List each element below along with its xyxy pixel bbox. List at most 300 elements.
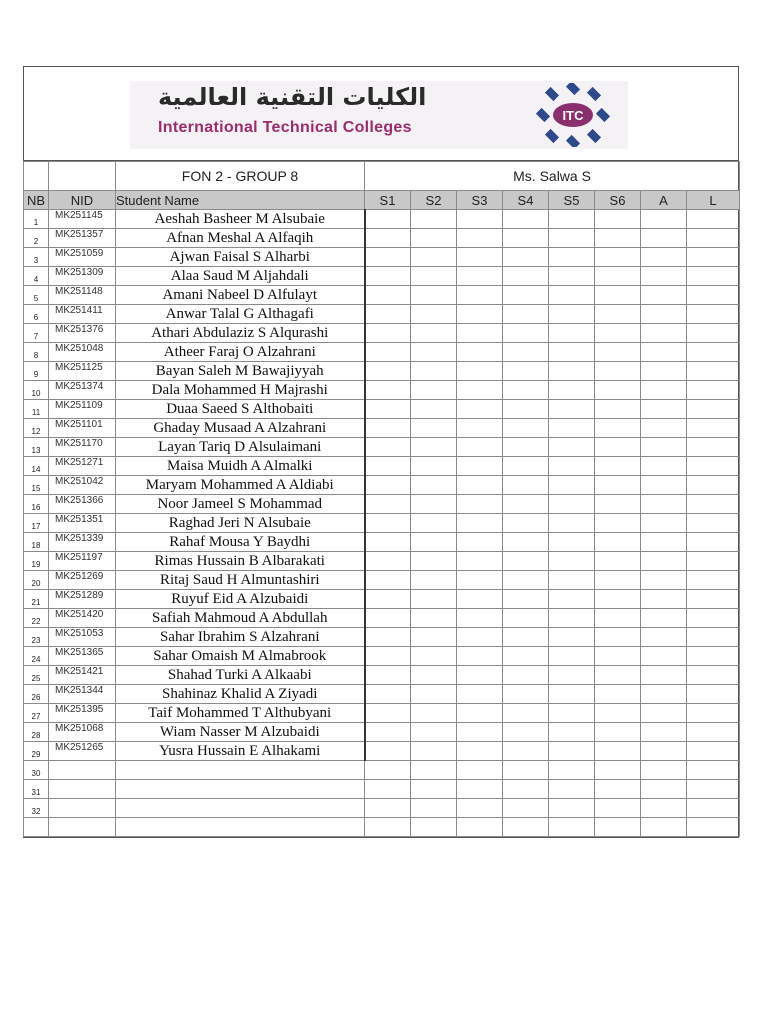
attendance-cell[interactable]: [503, 476, 549, 495]
attendance-cell[interactable]: [687, 229, 740, 248]
attendance-cell[interactable]: [503, 685, 549, 704]
attendance-cell[interactable]: [411, 533, 457, 552]
attendance-cell[interactable]: [503, 286, 549, 305]
attendance-cell[interactable]: [641, 685, 687, 704]
table-row: [24, 685, 740, 704]
row-number: 6: [24, 305, 49, 324]
attendance-cell[interactable]: [641, 533, 687, 552]
attendance-cell[interactable]: [549, 324, 595, 343]
attendance-cell[interactable]: [411, 609, 457, 628]
attendance-cell[interactable]: [595, 590, 641, 609]
attendance-cell[interactable]: [365, 799, 411, 818]
attendance-cell[interactable]: [503, 457, 549, 476]
table-row: [24, 647, 740, 666]
attendance-cell[interactable]: [641, 324, 687, 343]
attendance-cell[interactable]: [641, 609, 687, 628]
attendance-cell[interactable]: [549, 362, 595, 381]
attendance-cell[interactable]: [503, 704, 549, 723]
student-nid: MK251148: [49, 286, 116, 305]
attendance-cell[interactable]: [503, 514, 549, 533]
attendance-cell[interactable]: [641, 381, 687, 400]
attendance-cell[interactable]: [595, 267, 641, 286]
attendance-cell[interactable]: [595, 476, 641, 495]
attendance-cell[interactable]: [503, 609, 549, 628]
attendance-cell[interactable]: [411, 818, 457, 837]
attendance-cell[interactable]: [641, 628, 687, 647]
attendance-cell[interactable]: [595, 438, 641, 457]
attendance-cell[interactable]: [457, 552, 503, 571]
table-row: [24, 799, 740, 818]
attendance-cell[interactable]: [641, 552, 687, 571]
attendance-cell[interactable]: [457, 761, 503, 780]
student-name: Raghad Jeri N Alsubaie: [116, 514, 365, 533]
attendance-cell[interactable]: [641, 229, 687, 248]
attendance-cell[interactable]: [503, 400, 549, 419]
attendance-cell[interactable]: [687, 533, 740, 552]
attendance-cell[interactable]: [411, 400, 457, 419]
row-number: 23: [24, 628, 49, 647]
attendance-cell[interactable]: [595, 647, 641, 666]
attendance-cell[interactable]: [549, 438, 595, 457]
attendance-cell[interactable]: [365, 761, 411, 780]
attendance-cell[interactable]: [687, 400, 740, 419]
attendance-cell[interactable]: [365, 609, 411, 628]
attendance-cell[interactable]: [365, 495, 411, 514]
attendance-cell[interactable]: [457, 647, 503, 666]
attendance-cell[interactable]: [641, 704, 687, 723]
attendance-cell[interactable]: [549, 533, 595, 552]
student-nid: [49, 799, 116, 818]
attendance-cell[interactable]: [503, 590, 549, 609]
attendance-cell[interactable]: [457, 495, 503, 514]
attendance-cell[interactable]: [411, 267, 457, 286]
attendance-cell[interactable]: [411, 343, 457, 362]
attendance-cell[interactable]: [503, 229, 549, 248]
attendance-cell[interactable]: [687, 457, 740, 476]
attendance-cell[interactable]: [595, 400, 641, 419]
attendance-cell[interactable]: [687, 324, 740, 343]
attendance-cell[interactable]: [365, 666, 411, 685]
attendance-cell[interactable]: [365, 628, 411, 647]
attendance-cell[interactable]: [457, 780, 503, 799]
student-nid: MK251068: [49, 723, 116, 742]
student-name: Alaa Saud M Aljahdali: [116, 267, 365, 286]
attendance-cell[interactable]: [365, 742, 411, 761]
attendance-cell[interactable]: [641, 514, 687, 533]
attendance-cell[interactable]: [365, 780, 411, 799]
attendance-cell[interactable]: [503, 666, 549, 685]
attendance-cell[interactable]: [457, 229, 503, 248]
attendance-cell[interactable]: [503, 248, 549, 267]
attendance-cell[interactable]: [549, 723, 595, 742]
attendance-cell[interactable]: [457, 818, 503, 837]
attendance-cell[interactable]: [595, 571, 641, 590]
attendance-cell[interactable]: [595, 514, 641, 533]
attendance-cell[interactable]: [411, 571, 457, 590]
attendance-cell[interactable]: [595, 533, 641, 552]
attendance-cell[interactable]: [457, 324, 503, 343]
attendance-cell[interactable]: [457, 742, 503, 761]
attendance-cell[interactable]: [365, 305, 411, 324]
attendance-cell[interactable]: [549, 229, 595, 248]
attendance-cell[interactable]: [411, 438, 457, 457]
attendance-cell[interactable]: [457, 343, 503, 362]
attendance-cell[interactable]: [641, 666, 687, 685]
attendance-cell[interactable]: [365, 267, 411, 286]
attendance-cell[interactable]: [641, 742, 687, 761]
attendance-cell[interactable]: [411, 229, 457, 248]
attendance-cell[interactable]: [411, 723, 457, 742]
attendance-cell[interactable]: [549, 799, 595, 818]
attendance-cell[interactable]: [365, 419, 411, 438]
attendance-cell[interactable]: [687, 248, 740, 267]
attendance-cell[interactable]: [457, 267, 503, 286]
table-row: [24, 533, 740, 552]
attendance-cell[interactable]: [549, 590, 595, 609]
attendance-cell[interactable]: [411, 362, 457, 381]
attendance-cell[interactable]: [549, 305, 595, 324]
attendance-cell[interactable]: [641, 343, 687, 362]
attendance-cell[interactable]: [549, 400, 595, 419]
attendance-cell[interactable]: [549, 476, 595, 495]
attendance-cell[interactable]: [595, 343, 641, 362]
attendance-cell[interactable]: [687, 780, 740, 799]
attendance-cell[interactable]: [595, 248, 641, 267]
table-row: [24, 438, 740, 457]
attendance-cell[interactable]: [549, 495, 595, 514]
attendance-cell[interactable]: [641, 362, 687, 381]
attendance-cell[interactable]: [687, 609, 740, 628]
attendance-cell[interactable]: [411, 210, 457, 229]
attendance-cell[interactable]: [687, 381, 740, 400]
student-nid: MK251420: [49, 609, 116, 628]
attendance-cell[interactable]: [687, 305, 740, 324]
table-row: [24, 514, 740, 533]
attendance-cell[interactable]: [503, 799, 549, 818]
attendance-cell[interactable]: [503, 647, 549, 666]
attendance-cell[interactable]: [595, 495, 641, 514]
attendance-cell[interactable]: [687, 362, 740, 381]
attendance-cell[interactable]: [503, 818, 549, 837]
attendance-cell[interactable]: [641, 248, 687, 267]
attendance-cell[interactable]: [687, 267, 740, 286]
attendance-cell[interactable]: [503, 571, 549, 590]
table-row: [24, 419, 740, 438]
row-number: 7: [24, 324, 49, 343]
attendance-cell[interactable]: [457, 248, 503, 267]
attendance-cell[interactable]: [549, 248, 595, 267]
attendance-cell[interactable]: [641, 286, 687, 305]
attendance-cell[interactable]: [687, 628, 740, 647]
attendance-cell[interactable]: [549, 210, 595, 229]
attendance-cell[interactable]: [503, 552, 549, 571]
attendance-cell[interactable]: [411, 552, 457, 571]
attendance-cell[interactable]: [411, 799, 457, 818]
attendance-cell[interactable]: [411, 590, 457, 609]
attendance-cell[interactable]: [411, 761, 457, 780]
attendance-cell[interactable]: [641, 210, 687, 229]
attendance-cell[interactable]: [411, 666, 457, 685]
attendance-cell[interactable]: [687, 210, 740, 229]
attendance-cell[interactable]: [503, 419, 549, 438]
attendance-cell[interactable]: [411, 286, 457, 305]
attendance-cell[interactable]: [411, 248, 457, 267]
attendance-cell[interactable]: [457, 438, 503, 457]
attendance-cell[interactable]: [411, 324, 457, 343]
attendance-cell[interactable]: [365, 818, 411, 837]
attendance-cell[interactable]: [365, 381, 411, 400]
attendance-cell[interactable]: [457, 666, 503, 685]
attendance-cell[interactable]: [503, 533, 549, 552]
attendance-cell[interactable]: [641, 400, 687, 419]
attendance-cell[interactable]: [641, 723, 687, 742]
attendance-cell[interactable]: [687, 647, 740, 666]
attendance-cell[interactable]: [595, 457, 641, 476]
attendance-cell[interactable]: [457, 590, 503, 609]
attendance-cell[interactable]: [503, 495, 549, 514]
attendance-cell[interactable]: [641, 457, 687, 476]
attendance-cell[interactable]: [503, 343, 549, 362]
attendance-cell[interactable]: [365, 647, 411, 666]
attendance-cell[interactable]: [641, 476, 687, 495]
attendance-cell[interactable]: [687, 799, 740, 818]
student-name: Ritaj Saud H Almuntashiri: [116, 571, 365, 590]
attendance-cell[interactable]: [457, 685, 503, 704]
attendance-cell[interactable]: [595, 552, 641, 571]
attendance-cell[interactable]: [503, 628, 549, 647]
attendance-cell[interactable]: [595, 666, 641, 685]
attendance-cell[interactable]: [365, 457, 411, 476]
attendance-cell[interactable]: [549, 761, 595, 780]
attendance-cell[interactable]: [503, 305, 549, 324]
student-name: Ajwan Faisal S Alharbi: [116, 248, 365, 267]
attendance-cell[interactable]: [687, 818, 740, 837]
attendance-cell[interactable]: [687, 552, 740, 571]
attendance-cell[interactable]: [549, 286, 595, 305]
attendance-cell[interactable]: [687, 495, 740, 514]
attendance-cell[interactable]: [549, 628, 595, 647]
attendance-cell[interactable]: [595, 780, 641, 799]
college-logo: [130, 81, 628, 149]
attendance-cell[interactable]: [411, 628, 457, 647]
attendance-cell[interactable]: [503, 381, 549, 400]
attendance-cell[interactable]: [411, 514, 457, 533]
attendance-cell[interactable]: [457, 628, 503, 647]
attendance-cell[interactable]: [365, 286, 411, 305]
attendance-cell[interactable]: [595, 609, 641, 628]
attendance-cell[interactable]: [457, 799, 503, 818]
student-name: Duaa Saeed S Althobaiti: [116, 400, 365, 419]
attendance-cell[interactable]: [457, 476, 503, 495]
student-name: Athari Abdulaziz S Alqurashi: [116, 324, 365, 343]
attendance-cell[interactable]: [549, 647, 595, 666]
attendance-cell[interactable]: [595, 628, 641, 647]
attendance-cell[interactable]: [595, 324, 641, 343]
attendance-cell[interactable]: [411, 704, 457, 723]
attendance-cell[interactable]: [365, 514, 411, 533]
attendance-cell[interactable]: [641, 305, 687, 324]
attendance-cell[interactable]: [503, 742, 549, 761]
attendance-cell[interactable]: [549, 780, 595, 799]
attendance-cell[interactable]: [365, 552, 411, 571]
attendance-cell[interactable]: [687, 742, 740, 761]
attendance-cell[interactable]: [687, 514, 740, 533]
attendance-cell[interactable]: [503, 210, 549, 229]
attendance-cell[interactable]: [641, 495, 687, 514]
attendance-cell[interactable]: [549, 609, 595, 628]
student-nid: MK251374: [49, 381, 116, 400]
attendance-cell[interactable]: [549, 419, 595, 438]
student-name: Shahad Turki A Alkaabi: [116, 666, 365, 685]
attendance-cell[interactable]: [457, 704, 503, 723]
attendance-cell[interactable]: [411, 742, 457, 761]
attendance-cell[interactable]: [595, 818, 641, 837]
attendance-cell[interactable]: [365, 723, 411, 742]
attendance-cell[interactable]: [641, 799, 687, 818]
attendance-cell[interactable]: [687, 723, 740, 742]
attendance-cell[interactable]: [641, 571, 687, 590]
attendance-cell[interactable]: [411, 457, 457, 476]
attendance-cell[interactable]: [365, 229, 411, 248]
attendance-cell[interactable]: [457, 419, 503, 438]
attendance-cell[interactable]: [549, 457, 595, 476]
attendance-cell[interactable]: [457, 609, 503, 628]
attendance-cell[interactable]: [457, 210, 503, 229]
attendance-cell[interactable]: [595, 723, 641, 742]
attendance-cell[interactable]: [595, 210, 641, 229]
attendance-cell[interactable]: [687, 761, 740, 780]
attendance-cell[interactable]: [365, 533, 411, 552]
attendance-cell[interactable]: [457, 400, 503, 419]
attendance-cell[interactable]: [595, 799, 641, 818]
attendance-cell[interactable]: [411, 476, 457, 495]
attendance-cell[interactable]: [549, 267, 595, 286]
attendance-cell[interactable]: [549, 666, 595, 685]
attendance-cell[interactable]: [365, 685, 411, 704]
attendance-cell[interactable]: [365, 704, 411, 723]
attendance-cell[interactable]: [503, 362, 549, 381]
attendance-cell[interactable]: [365, 343, 411, 362]
attendance-cell[interactable]: [457, 457, 503, 476]
attendance-cell[interactable]: [365, 438, 411, 457]
attendance-cell[interactable]: [411, 419, 457, 438]
attendance-cell[interactable]: [595, 419, 641, 438]
attendance-cell[interactable]: [687, 590, 740, 609]
attendance-cell[interactable]: [595, 704, 641, 723]
attendance-cell[interactable]: [687, 419, 740, 438]
student-name: Taif Mohammed T Althubyani: [116, 704, 365, 723]
student-nid: MK251265: [49, 742, 116, 761]
attendance-cell[interactable]: [457, 533, 503, 552]
attendance-cell[interactable]: [549, 552, 595, 571]
attendance-cell[interactable]: [503, 267, 549, 286]
student-name: Dala Mohammed H Majrashi: [116, 381, 365, 400]
attendance-cell[interactable]: [411, 381, 457, 400]
row-number: 8: [24, 343, 49, 362]
attendance-cell[interactable]: [411, 305, 457, 324]
attendance-cell[interactable]: [365, 590, 411, 609]
attendance-cell[interactable]: [457, 723, 503, 742]
row-number: 22: [24, 609, 49, 628]
attendance-cell[interactable]: [595, 286, 641, 305]
attendance-cell[interactable]: [411, 495, 457, 514]
attendance-cell[interactable]: [687, 343, 740, 362]
attendance-cell[interactable]: [365, 400, 411, 419]
row-number: 30: [24, 761, 49, 780]
attendance-cell[interactable]: [641, 438, 687, 457]
attendance-cell[interactable]: [641, 590, 687, 609]
attendance-cell[interactable]: [687, 704, 740, 723]
attendance-cell[interactable]: [549, 381, 595, 400]
table-row: [24, 609, 740, 628]
attendance-cell[interactable]: [549, 514, 595, 533]
attendance-cell[interactable]: [641, 419, 687, 438]
attendance-cell[interactable]: [503, 324, 549, 343]
attendance-cell[interactable]: [687, 666, 740, 685]
attendance-cell[interactable]: [641, 761, 687, 780]
attendance-cell[interactable]: [365, 248, 411, 267]
attendance-cell[interactable]: [549, 704, 595, 723]
attendance-cell[interactable]: [595, 742, 641, 761]
attendance-cell[interactable]: [365, 571, 411, 590]
attendance-cell[interactable]: [457, 286, 503, 305]
attendance-cell[interactable]: [641, 647, 687, 666]
attendance-cell[interactable]: [687, 476, 740, 495]
attendance-cell[interactable]: [365, 362, 411, 381]
attendance-cell[interactable]: [549, 685, 595, 704]
attendance-cell[interactable]: [411, 780, 457, 799]
row-number: 20: [24, 571, 49, 590]
attendance-cell[interactable]: [595, 381, 641, 400]
late-header: L: [687, 191, 740, 210]
attendance-cell[interactable]: [365, 210, 411, 229]
attendance-cell[interactable]: [549, 818, 595, 837]
attendance-cell[interactable]: [687, 685, 740, 704]
table-row: [24, 343, 740, 362]
attendance-cell[interactable]: [503, 723, 549, 742]
attendance-cell[interactable]: [503, 761, 549, 780]
attendance-cell[interactable]: [641, 267, 687, 286]
attendance-cell[interactable]: [365, 324, 411, 343]
attendance-cell[interactable]: [457, 362, 503, 381]
attendance-cell[interactable]: [457, 305, 503, 324]
attendance-cell[interactable]: [549, 571, 595, 590]
attendance-cell[interactable]: [687, 571, 740, 590]
attendance-cell[interactable]: [549, 742, 595, 761]
attendance-cell[interactable]: [641, 818, 687, 837]
attendance-cell[interactable]: [687, 286, 740, 305]
attendance-cell[interactable]: [365, 476, 411, 495]
attendance-cell[interactable]: [687, 438, 740, 457]
attendance-cell[interactable]: [457, 514, 503, 533]
attendance-cell[interactable]: [549, 343, 595, 362]
attendance-cell[interactable]: [641, 780, 687, 799]
attendance-cell[interactable]: [411, 685, 457, 704]
attendance-cell[interactable]: [503, 438, 549, 457]
attendance-cell[interactable]: [457, 381, 503, 400]
attendance-cell[interactable]: [503, 780, 549, 799]
attendance-cell[interactable]: [411, 647, 457, 666]
row-number: 16: [24, 495, 49, 514]
student-name: Yusra Hussain E Alhakami: [116, 742, 365, 761]
attendance-cell[interactable]: [595, 685, 641, 704]
attendance-cell[interactable]: [595, 305, 641, 324]
attendance-cell[interactable]: [595, 761, 641, 780]
attendance-cell[interactable]: [457, 571, 503, 590]
student-name: Afnan Meshal A Alfaqih: [116, 229, 365, 248]
attendance-cell[interactable]: [595, 229, 641, 248]
attendance-cell[interactable]: [595, 362, 641, 381]
